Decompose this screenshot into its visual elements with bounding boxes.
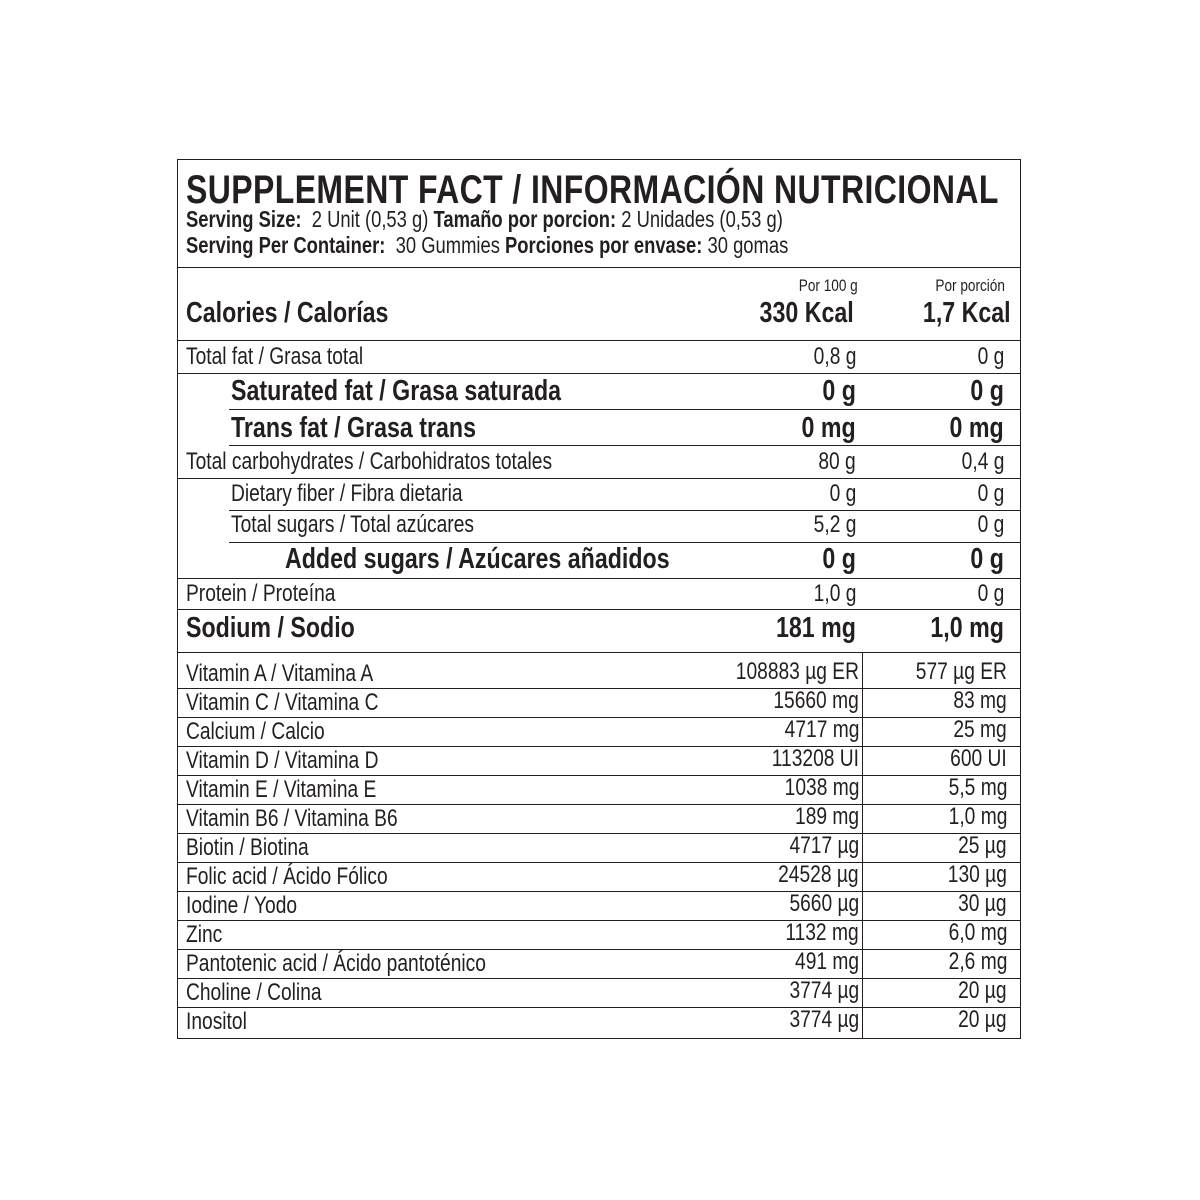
nutrient-perserving: 0 g (977, 580, 1004, 607)
vitamin-row-line (177, 1007, 1021, 1008)
vitamin-perserving: 20 µg (958, 1006, 1007, 1033)
divider-line (229, 542, 1021, 543)
calories-label: Calories / Calorías (186, 297, 389, 329)
vitamin-perserving: 5,5 mg (948, 774, 1007, 801)
vitamin-label: Vitamin A / Vitamina A (186, 660, 374, 687)
vitamin-per100: 15660 mg (773, 687, 859, 714)
nutrient-per100: 0,8 g (813, 343, 856, 370)
vitamin-column-divider (862, 652, 863, 1039)
serving-size-value: 2 Unit (0,53 g) (311, 206, 429, 232)
vitamin-label: Calcium / Calcio (186, 718, 325, 745)
perserving-header: Por porción (935, 276, 1005, 295)
tamano-label: Tamaño por porcion: (433, 206, 617, 232)
calories-perserving: 1,7 Kcal (923, 297, 1011, 329)
vitamin-label: Vitamin D / Vitamina D (186, 747, 379, 774)
porciones-value: 30 gomas (707, 232, 789, 258)
nutrient-label: Total fat / Grasa total (186, 343, 364, 370)
vitamin-per100: 189 mg (794, 803, 859, 830)
nutrient-label: Total sugars / Total azúcares (231, 511, 474, 538)
nutrient-per100: 0 g (829, 480, 856, 507)
divider-line (229, 445, 1021, 446)
nutrient-perserving: 0 g (970, 543, 1004, 575)
vitamin-per100: 24528 µg (778, 861, 859, 888)
calories-per100: 330 Kcal (759, 297, 854, 329)
vitamin-per100: 491 mg (794, 948, 859, 975)
divider-line (177, 340, 1021, 341)
nutrient-label: Total carbohydrates / Carbohidratos totales (186, 448, 553, 475)
servings-container-value: 30 Gummies (395, 232, 500, 258)
vitamin-per100: 4717 µg (789, 832, 859, 859)
nutrient-label: Trans fat / Grasa trans (231, 412, 476, 444)
nutrient-label: Added sugars / Azúcares añadidos (285, 543, 670, 575)
servings-container-label: Serving Per Container: (186, 232, 386, 258)
panel-title: SUPPLEMENT FACT / INFORMACIÓN NUTRICIONAL (186, 168, 999, 212)
vitamin-perserving: 2,6 mg (948, 948, 1007, 975)
divider-line (177, 373, 1021, 374)
vitamin-perserving: 6,0 mg (948, 919, 1007, 946)
vitamin-per100: 113208 UI (771, 745, 859, 772)
vitamin-per100: 1038 mg (784, 774, 859, 801)
vitamin-perserving: 83 mg (953, 687, 1007, 714)
vitamin-label: Iodine / Yodo (186, 892, 298, 919)
nutrient-per100: 5,2 g (813, 511, 856, 538)
nutrient-label: Saturated fat / Grasa saturada (231, 375, 562, 407)
vitamin-perserving: 1,0 mg (948, 803, 1007, 830)
vitamin-perserving: 600 UI (950, 745, 1007, 772)
vitamin-per100: 108883 µg ER (735, 658, 859, 685)
divider-line (229, 409, 1021, 410)
vitamin-label: Pantotenic acid / Ácido pantoténico (186, 950, 486, 977)
divider-line (177, 267, 1021, 268)
nutrient-per100: 181 mg (776, 612, 856, 644)
vitamin-perserving: 130 µg (947, 861, 1007, 888)
vitamin-label: Vitamin B6 / Vitamina B6 (186, 805, 398, 832)
nutrient-per100: 80 g (818, 448, 856, 475)
servings-container-line (186, 234, 788, 257)
nutrient-per100: 0 mg (801, 412, 856, 444)
vitamin-per100: 3774 µg (789, 977, 859, 1004)
nutrient-per100: 0 g (822, 375, 856, 407)
serving-size-label: Serving Size: (186, 206, 302, 232)
vitamin-per100: 1132 mg (785, 919, 859, 946)
porciones-label: Porciones por envase: (505, 232, 703, 258)
nutrient-perserving: 0 g (977, 343, 1004, 370)
vitamin-perserving: 25 mg (953, 716, 1007, 743)
vitamin-row-line (177, 920, 1021, 921)
nutrient-perserving: 0 g (977, 480, 1004, 507)
tamano-value: 2 Unidades (0,53 g) (621, 206, 783, 232)
divider-line (177, 652, 1021, 653)
vitamin-per100: 5660 µg (789, 890, 859, 917)
nutrient-per100: 0 g (822, 543, 856, 575)
nutrient-perserving: 0 g (977, 511, 1004, 538)
vitamin-label: Vitamin E / Vitamina E (186, 776, 377, 803)
vitamin-label: Inositol (186, 1008, 247, 1035)
divider-line (177, 609, 1021, 610)
nutrient-label: Protein / Proteína (186, 580, 336, 607)
vitamin-perserving: 30 µg (958, 890, 1007, 917)
vitamin-row-line (177, 891, 1021, 892)
nutrient-perserving: 1,0 mg (930, 612, 1004, 644)
nutrient-label: Sodium / Sodio (186, 612, 355, 644)
vitamin-perserving: 577 µg ER (915, 658, 1007, 685)
vitamin-perserving: 25 µg (958, 832, 1007, 859)
vitamin-per100: 4717 mg (784, 716, 859, 743)
nutrient-perserving: 0 g (970, 375, 1004, 407)
divider-line (229, 510, 1021, 511)
nutrient-per100: 1,0 g (813, 580, 856, 607)
divider-line (177, 478, 1021, 479)
vitamin-label: Vitamin C / Vitamina C (186, 689, 379, 716)
nutrient-perserving: 0,4 g (961, 448, 1004, 475)
nutrient-label: Dietary fiber / Fibra dietaria (231, 480, 463, 507)
nutrient-perserving: 0 mg (949, 412, 1004, 444)
vitamin-per100: 3774 µg (789, 1006, 859, 1033)
vitamin-label: Biotin / Biotina (186, 834, 309, 861)
vitamin-label: Zinc (186, 921, 223, 948)
vitamin-label: Choline / Colina (186, 979, 322, 1006)
vitamin-perserving: 20 µg (958, 977, 1007, 1004)
serving-size-line (186, 208, 783, 231)
per100-header: Por 100 g (799, 276, 858, 295)
vitamin-label: Folic acid / Ácido Fólico (186, 863, 388, 890)
divider-line (177, 578, 1021, 579)
